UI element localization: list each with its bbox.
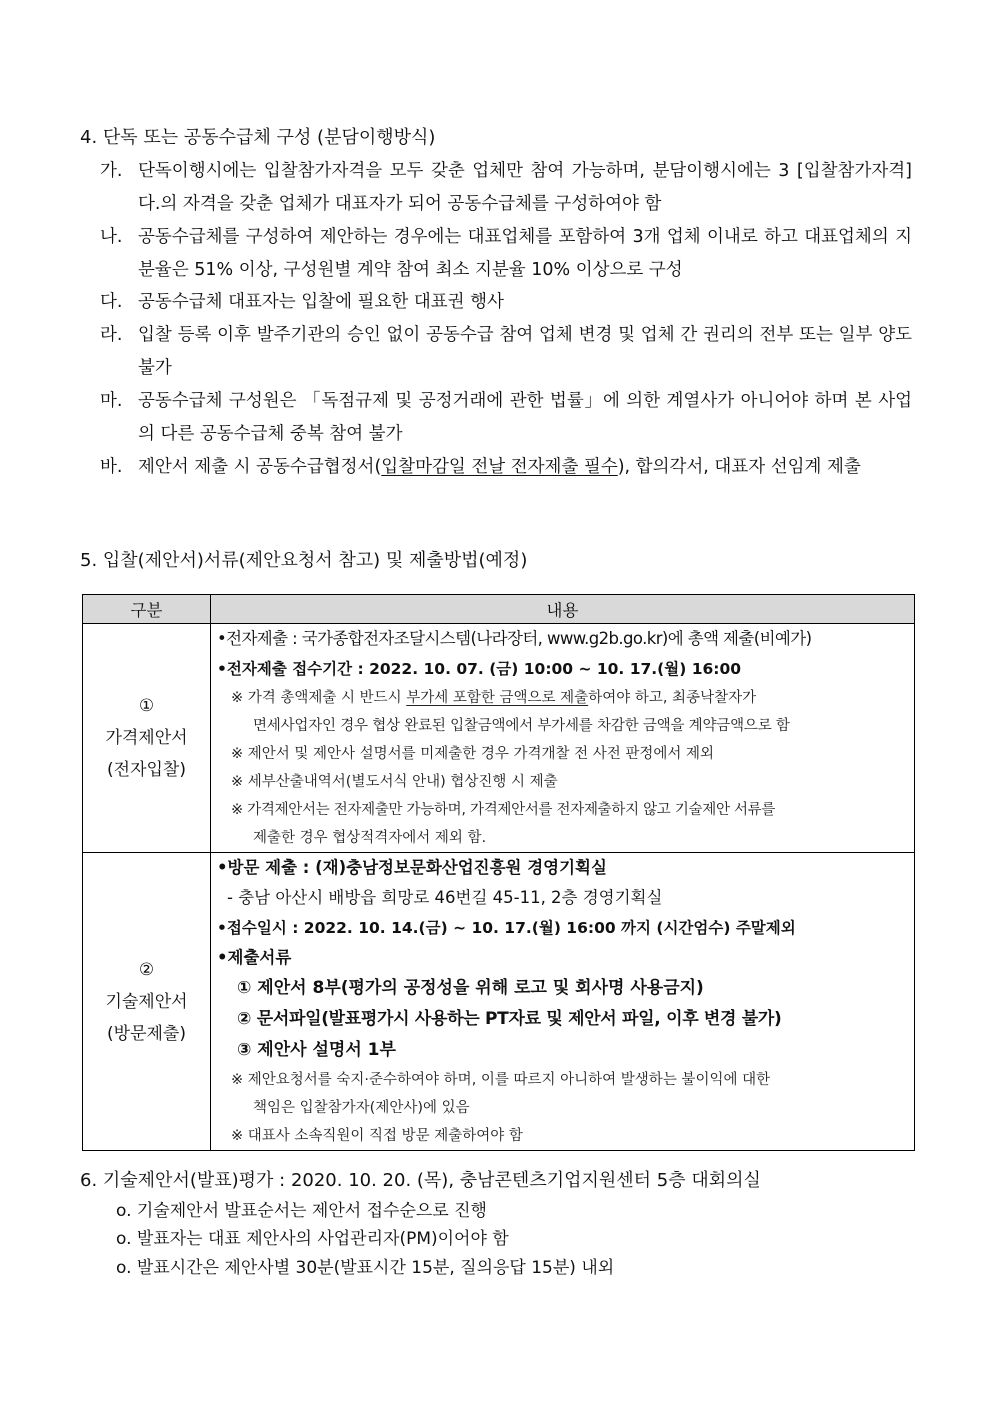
section4-item-ba	[100, 451, 912, 484]
category-name: 기술제안서	[105, 991, 188, 1012]
visit-period: •접수일시 : 2022. 10. 14.(금) ~ 10. 17.(월) 16:00 까지 (시간엄수) 주말제외	[217, 919, 796, 937]
table-header-row	[83, 595, 915, 624]
electronic-submission: •전자제출 : 국가종합전자조달시스템(나라장터, www.g2b.go.kr)에 총액 제출(비예가)	[217, 629, 812, 648]
item-text	[138, 451, 912, 484]
note-text: 하여야 하고, 최종낙찰자가	[588, 690, 757, 706]
category-name: 가격제안서	[105, 728, 188, 748]
text-after: ), 합의각서, 대표자 선임계 제출	[617, 457, 861, 477]
section6-item: o. 발표자는 대표 제안사의 사업관리자(PM)이어야 함	[116, 1229, 509, 1249]
section6-item: o. 기술제안서 발표순서는 제안서 접수순으로 진행	[116, 1201, 487, 1221]
deadline-underline: 입찰마감일 전날 전자제출 필수	[381, 457, 618, 477]
note-vat-cont: 면세사업자인 경우 협상 완료된 입찰금액에서 부가세를 차감한 금액을 계약금액으로 함	[253, 718, 790, 734]
submission-table	[82, 594, 915, 1151]
item-marker: 다.	[100, 292, 123, 312]
item-text: 단독이행시에는 입찰참가자격을 모두 갖춘 업체만 참여 가능하며, 분담이행시에는 3 [입찰참가자격] 다.의 자격을 갖춘 업체가 대표자가 되어 공동수급체를 구성하여야 함	[138, 161, 912, 214]
doc-item: ③ 제안사 설명서 1부	[237, 1040, 396, 1060]
category-sub: (방문제출)	[107, 1023, 186, 1044]
section4-title: 4. 단독 또는 공동수급체 구성 (분담이행방식)	[80, 127, 436, 148]
item-marker: 마.	[100, 391, 123, 411]
item-text: 공동수급체 대표자는 입찰에 필요한 대표권 행사	[138, 292, 504, 312]
category-tech	[83, 853, 211, 1151]
category-number: ②	[138, 959, 155, 980]
item-text: 공동수급체를 구성하여 제안하는 경우에는 대표업체를 포함하여 3개 업체 이내로 하고 대표업체의 지분율은 51% 이상, 구성원별 계약 참여 최소 지분율 10% 이상으로 구성	[138, 227, 912, 280]
visit-submission: •방문 제출 : (재)충남정보문화산업진흥원 경영기획실	[217, 858, 607, 877]
section6-item: o. 발표시간은 제안사별 30분(발표시간 15분, 질의응답 15분) 내외	[116, 1258, 615, 1278]
content-price	[211, 624, 915, 853]
item-text: 공동수급체 구성원은 「독점규제 및 공정거래에 관한 법률」에 의한 계열사가 아니어야 하며 본 사업의 다른 공동수급체 중복 참여 불가	[138, 391, 912, 444]
header-category: 구분	[83, 595, 211, 624]
doc-item: ① 제안서 8부(평가의 공정성을 위해 로고 및 회사명 사용금지)	[237, 978, 704, 998]
item-marker: 가.	[100, 161, 123, 181]
category-sub: (전자입찰)	[107, 760, 186, 780]
note-comply: ※ 제안요청서를 숙지·준수하여야 하며, 이를 따르지 아니하여 발생하는 불이익에 대한	[231, 1072, 771, 1088]
section4-item-ra	[100, 319, 912, 384]
content-tech	[211, 853, 915, 1151]
section4-item-da	[100, 286, 912, 319]
docs-title: •제출서류	[217, 948, 292, 967]
header-content: 내용	[211, 595, 915, 624]
note-visit: ※ 대표사 소속직원이 직접 방문 제출하여야 함	[231, 1128, 523, 1144]
section4-item-ga	[100, 155, 912, 220]
note-underline: 부가세 포함한 금액으로 제출	[406, 690, 589, 706]
doc-item: ② 문서파일(발표평가시 사용하는 PT자료 및 제안서 파일, 이후 변경 불가)	[237, 1009, 782, 1029]
section5-title: 5. 입찰(제안서)서류(제안요청서 참고) 및 제출방법(예정)	[80, 550, 528, 571]
item-text: 입찰 등록 이후 발주기관의 승인 없이 공동수급 참여 업체 변경 및 업체 간 권리의 전부 또는 일부 양도 불가	[138, 325, 912, 378]
item-marker: 라.	[100, 325, 123, 345]
text-before: 제안서 제출 시 공동수급협정서(	[138, 457, 382, 477]
note-exclude: ※ 제안서 및 제안사 설명서를 미제출한 경우 가격개찰 전 사전 판정에서 제외	[231, 746, 715, 762]
section6-title: 6. 기술제안서(발표)평가 : 2020. 10. 20. (목), 충남콘텐츠기업지원센터 5층 대회의실	[80, 1170, 761, 1191]
table-row-tech	[83, 853, 915, 1151]
note-text: ※ 가격 총액제출 시 반드시	[231, 690, 407, 706]
section4-item-ma	[100, 385, 912, 450]
category-number: ①	[138, 696, 155, 716]
note-vat	[217, 684, 914, 712]
item-marker: 나.	[100, 227, 123, 247]
section4-item-na	[100, 221, 912, 286]
note-comply-cont: 책임은 입찰참가자(제안사)에 있음	[253, 1100, 470, 1116]
category-price	[83, 624, 211, 853]
table-row-price	[83, 624, 915, 853]
note-electronic-only: ※ 가격제안서는 전자제출만 가능하며, 가격제안서를 전자제출하지 않고 기술제안 서류를	[231, 802, 776, 818]
electronic-period: •전자제출 접수기간 : 2022. 10. 07. (금) 10:00 ~ 10. 17.(월) 16:00	[217, 660, 742, 678]
note-detail: ※ 세부산출내역서(별도서식 안내) 협상진행 시 제출	[231, 774, 558, 790]
visit-address: - 충남 아산시 배방읍 희망로 46번길 45-11, 2층 경영기획실	[227, 888, 663, 907]
note-electronic-only-cont: 제출한 경우 협상적격자에서 제외 함.	[253, 830, 487, 846]
item-marker: 바.	[100, 457, 123, 477]
